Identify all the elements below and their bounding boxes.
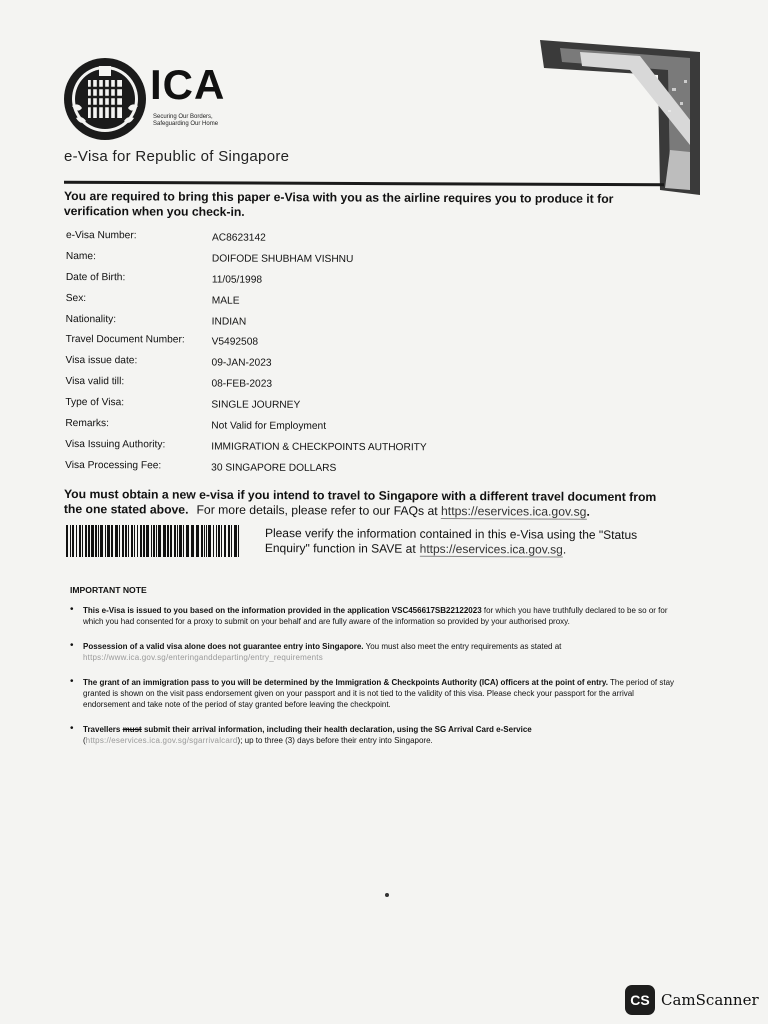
field-value: 09-JAN-2023 — [211, 357, 272, 370]
barcode-bar — [167, 525, 169, 557]
obtain-new-visa-notice — [64, 487, 674, 520]
field-label: Type of Visa: — [65, 397, 125, 409]
barcode-bar — [224, 525, 226, 557]
barcode-bar — [191, 525, 194, 557]
barcode-bar — [196, 525, 199, 557]
ica-crest-logo — [62, 56, 148, 142]
field-label: Name: — [65, 250, 96, 262]
field-row — [66, 293, 666, 316]
arrival-card-link[interactable]: https://eservices.ica.gov.sg/sgarrivalcard — [85, 736, 238, 745]
camscanner-label: CamScanner — [661, 991, 759, 1009]
required-notice: You are required to bring this paper e-Visa with you as the airline requires you to produce it for verification when you check-in. — [63, 189, 614, 219]
field-value: 30 SINGAPORE DOLLARS — [211, 462, 337, 474]
struck-word: must — [122, 725, 142, 734]
barcode-bar — [105, 525, 106, 557]
field-row — [66, 230, 666, 253]
field-row — [66, 314, 666, 337]
field-row — [65, 460, 665, 483]
barcode-bar — [186, 525, 189, 557]
field-value: 11/05/1998 — [211, 274, 263, 286]
barcode-bar — [170, 525, 172, 557]
important-notes-list — [70, 605, 682, 760]
verify-notice — [265, 526, 685, 558]
barcode-bar — [231, 525, 232, 557]
field-value: DOIFODE SHUBHAM VISHNU — [211, 253, 354, 265]
field-row — [65, 355, 665, 378]
barcode-bar — [174, 525, 176, 557]
note-item — [70, 605, 682, 627]
field-value: INDIAN — [211, 316, 247, 328]
faq-text: For more details, please refer to our FAQs at — [196, 502, 438, 518]
barcode-bar — [238, 525, 239, 557]
field-value: AC8623142 — [211, 232, 266, 244]
barcode-bar — [204, 525, 205, 557]
security-hologram-corner — [540, 40, 700, 195]
barcode-bar — [111, 525, 113, 557]
speck — [385, 893, 389, 897]
barcode-bar — [234, 525, 237, 557]
document-title: e-Visa for Republic of Singapore — [64, 148, 290, 165]
field-value: IMMIGRATION & CHECKPOINTS AUTHORITY — [211, 441, 427, 454]
barcode-bar — [119, 525, 120, 557]
field-label: Visa Issuing Authority: — [65, 438, 166, 451]
field-value: V5492508 — [211, 336, 259, 349]
note-item — [70, 724, 682, 746]
org-abbr: ICA — [150, 61, 226, 108]
barcode-bar — [128, 525, 129, 557]
save-link[interactable]: https://eservices.ica.gov.sg — [419, 541, 563, 557]
barcode-bar — [107, 525, 110, 557]
obtain-bold-text: You must obtain a new e-visa if you intend to travel to Singapore with a different travel document from the one stated above. — [63, 487, 657, 517]
field-label: Travel Document Number: — [65, 334, 185, 346]
note-paren: ( — [83, 736, 86, 745]
barcode-bar — [115, 525, 118, 557]
field-row — [65, 439, 665, 462]
barcode-bar — [88, 525, 90, 557]
barcode-bar — [143, 525, 145, 557]
note-bold: Possession of a valid visa alone does not guarantee entry into Singapore. — [83, 642, 364, 651]
field-row — [66, 272, 666, 295]
entry-requirements-link[interactable]: https://www.ica.gov.sg/enteringanddeparting/entry_requirements — [83, 653, 323, 662]
barcode-bar — [91, 525, 94, 557]
faq-period: . — [586, 504, 590, 519]
faq-link[interactable]: https://eservices.ica.gov.sg — [441, 503, 587, 519]
field-label: Visa valid till: — [65, 376, 125, 388]
barcode-bar — [85, 525, 87, 557]
field-label: Remarks: — [65, 418, 109, 430]
field-value: 08-FEB-2023 — [211, 378, 273, 390]
barcode-bar — [156, 525, 157, 557]
barcode-bar — [177, 525, 178, 557]
barcode-bar — [206, 525, 207, 557]
barcode-bar — [66, 525, 68, 557]
barcode-bar — [82, 525, 83, 557]
important-note-title: IMPORTANT NOTE — [70, 585, 147, 595]
org-tagline — [153, 114, 218, 128]
field-value: SINGLE JOURNEY — [211, 399, 301, 411]
barcode-bar — [218, 525, 220, 557]
barcode-bar — [216, 525, 217, 557]
barcode-bar — [98, 525, 99, 557]
note-bold: This e-Visa is issued to you based on the information provided in the application VSC456617SB22122023 — [83, 606, 482, 615]
verify-text: Please verify the information contained in this e-Visa using the "Status Enquiry" function in SAVE at — [264, 526, 638, 556]
barcode-bar — [100, 525, 103, 557]
field-value: Not Valid for Employment — [211, 420, 327, 432]
barcode-bar — [131, 525, 133, 557]
barcode-bar — [79, 525, 81, 557]
field-label: Date of Birth: — [65, 271, 126, 283]
verify-period: . — [562, 542, 567, 557]
barcode-bar — [213, 525, 214, 557]
barcode-bar — [76, 525, 77, 557]
note-bold: The grant of an immigration pass to you will be determined by the Immigration & Checkpoints Authority (ICA) officers at the point of entry. — [83, 678, 608, 687]
barcode-bar — [72, 525, 74, 557]
field-row — [65, 418, 665, 441]
field-label: Visa issue date: — [65, 355, 138, 367]
barcode-bar — [158, 525, 161, 557]
field-row — [66, 334, 666, 357]
tagline-line-1: Securing Our Borders, — [153, 114, 213, 120]
note-text: ); up to three (3) days before their entry into Singapore. — [237, 736, 433, 745]
field-row — [65, 397, 665, 420]
camscanner-watermark — [625, 984, 759, 1016]
barcode-bar — [183, 525, 184, 557]
barcode-bar — [146, 525, 149, 557]
barcode-bar — [70, 525, 71, 557]
field-label: Nationality: — [65, 313, 117, 325]
note-text: for which you have truthfully declared to be so or for which you had consented for a proxy to submit on your behalf and are fully aware of the information so provided by your authorised proxy. — [83, 606, 668, 626]
barcode-bar — [221, 525, 222, 557]
tagline-line-2: Safeguarding Our Home — [153, 121, 219, 127]
visa-details — [65, 230, 666, 483]
field-label: Visa Processing Fee: — [65, 459, 162, 472]
field-row — [66, 251, 666, 274]
note-item — [70, 641, 682, 663]
note-item — [70, 677, 682, 710]
note-text: The period of stay granted is shown on the visit pass endorsement given on your passport and it is not tied to the validity of this visa. Please check your passport for the arrival endorsement and take note of the period of stay granted before leaving the checkpoint. — [83, 678, 675, 709]
barcode-bar — [208, 525, 211, 557]
field-value: MALE — [211, 295, 240, 307]
field-label: e-Visa Number: — [65, 230, 137, 242]
note-text: You must also meet the entry requirements as stated at — [363, 642, 562, 651]
barcode-bar — [137, 525, 138, 557]
barcode-bar — [125, 525, 127, 557]
field-row — [65, 376, 665, 399]
note-bold: submit their arrival information, including their health declaration, using the SG Arrival Card e-Service — [141, 725, 532, 734]
barcode-bar — [95, 525, 97, 557]
camscanner-icon: CS — [625, 985, 655, 1015]
barcode-bar — [153, 525, 155, 557]
barcode — [66, 525, 242, 557]
barcode-bar — [151, 525, 152, 557]
barcode-bar — [228, 525, 230, 557]
barcode-bar — [122, 525, 124, 557]
barcode-bar — [163, 525, 166, 557]
barcode-bar — [134, 525, 135, 557]
barcode-bar — [140, 525, 142, 557]
note-bold: Travellers — [83, 725, 121, 734]
field-label: Sex: — [65, 292, 87, 304]
barcode-bar — [201, 525, 203, 557]
barcode-bar — [179, 525, 182, 557]
